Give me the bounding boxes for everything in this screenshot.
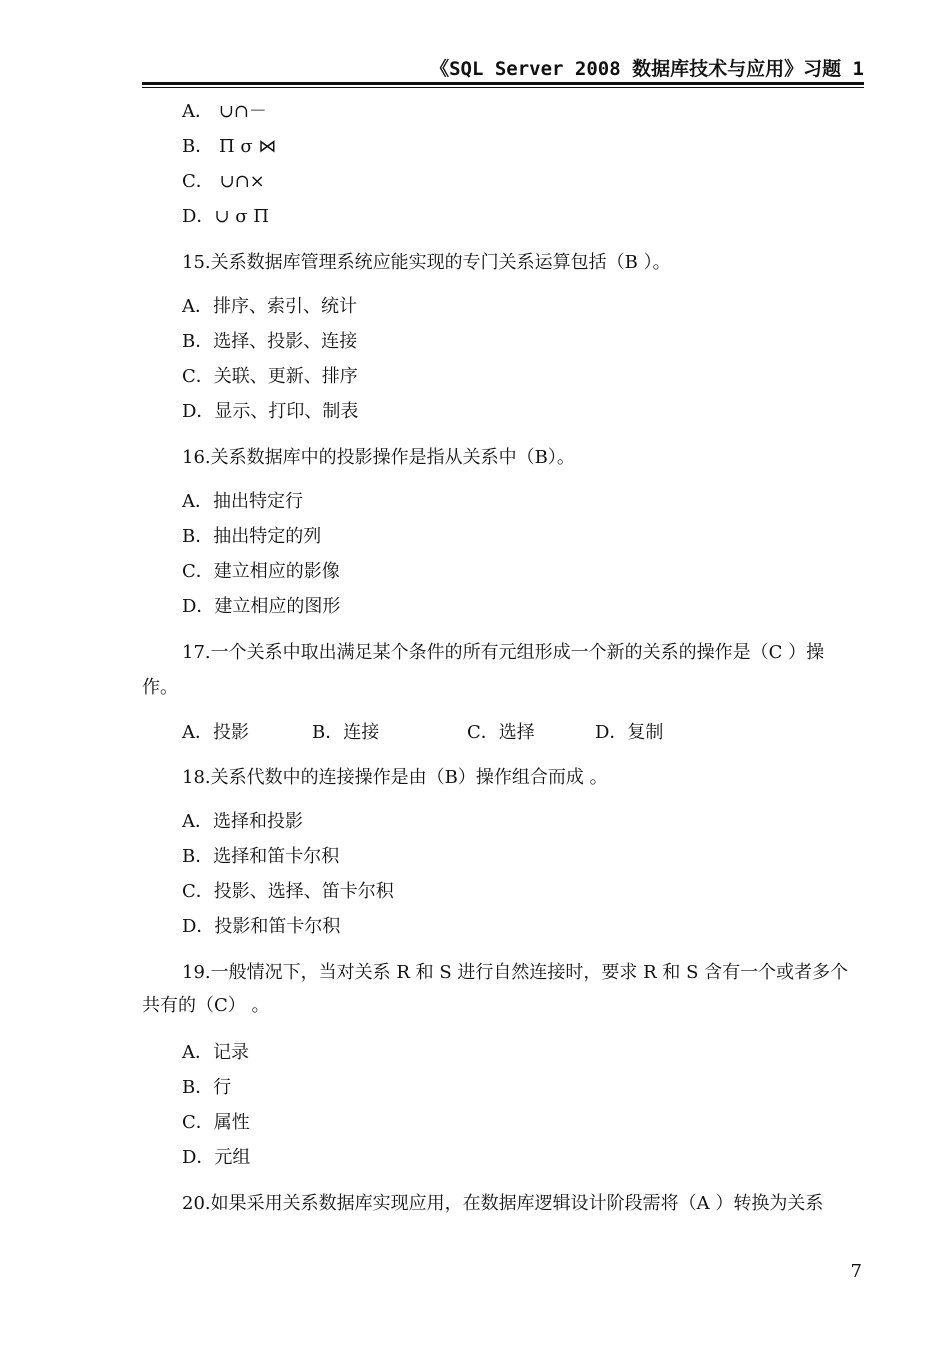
q17-question-line2: 作。: [142, 677, 178, 698]
q14-option-c: C． ∪∩×: [182, 171, 265, 192]
q17-option-b: B．连接: [312, 722, 380, 743]
q16-option-c: C．建立相应的影像: [182, 561, 340, 582]
header-rule-thin: [142, 87, 864, 88]
page-header-title: 《SQL Server 2008 数据库技术与应用》习题 1: [430, 58, 864, 80]
q19-option-b: B．行: [182, 1077, 232, 1098]
q17-option-d: D．复制: [595, 722, 664, 743]
q14-option-b: B． Π σ ⋈: [182, 136, 277, 157]
q18-option-d: D．投影和笛卡尔积: [182, 916, 341, 937]
q15-option-c: C．关联、更新、排序: [182, 366, 358, 387]
q19-question-line1: 19.一般情况下，当对关系 R 和 S 进行自然连接时，要求 R 和 S 含有一个或者多个: [182, 962, 849, 983]
q18-question: 18.关系代数中的连接操作是由（B）操作组合而成 。: [182, 767, 608, 788]
q19-option-d: D．元组: [182, 1147, 251, 1168]
q16-option-d: D．建立相应的图形: [182, 596, 341, 617]
q15-option-d: D．显示、打印、制表: [182, 401, 359, 422]
q14-option-d: D．∪ σ Π: [182, 206, 269, 227]
q18-option-b: B．选择和笛卡尔积: [182, 846, 340, 867]
q17-option-c: C．选择: [467, 722, 535, 743]
q17-question-line1: 17.一个关系中取出满足某个条件的所有元组形成一个新的关系的操作是（C ）操: [182, 642, 825, 663]
q19-option-a: A．记录: [182, 1042, 249, 1063]
page-number: 7: [850, 1261, 862, 1282]
q17-options-row: [182, 721, 663, 745]
q15-option-a: A．排序、索引、统计: [182, 296, 357, 317]
q16-option-b: B．抽出特定的列: [182, 526, 322, 547]
q18-option-c: C．投影、选择、笛卡尔积: [182, 881, 394, 902]
q16-option-a: A．抽出特定行: [182, 491, 303, 512]
q19-question-line2: 共有的（C） 。: [142, 995, 270, 1016]
q17-option-a: A．投影: [182, 722, 249, 743]
q18-option-a: A．选择和投影: [182, 811, 303, 832]
q15-question: 15.关系数据库管理系统应能实现的专门关系运算包括（B ）。: [182, 252, 671, 273]
q15-option-b: B．选择、投影、连接: [182, 331, 358, 352]
header-rule-thick: [142, 82, 864, 85]
q19-option-c: C．属性: [182, 1112, 250, 1133]
q14-option-a: A． ∪∩－: [182, 101, 267, 122]
q20-question-line1: 20.如果采用关系数据库实现应用，在数据库逻辑设计阶段需将（A ）转换为关系: [182, 1193, 824, 1214]
q16-question: 16.关系数据库中的投影操作是指从关系中（B）。: [182, 447, 575, 468]
